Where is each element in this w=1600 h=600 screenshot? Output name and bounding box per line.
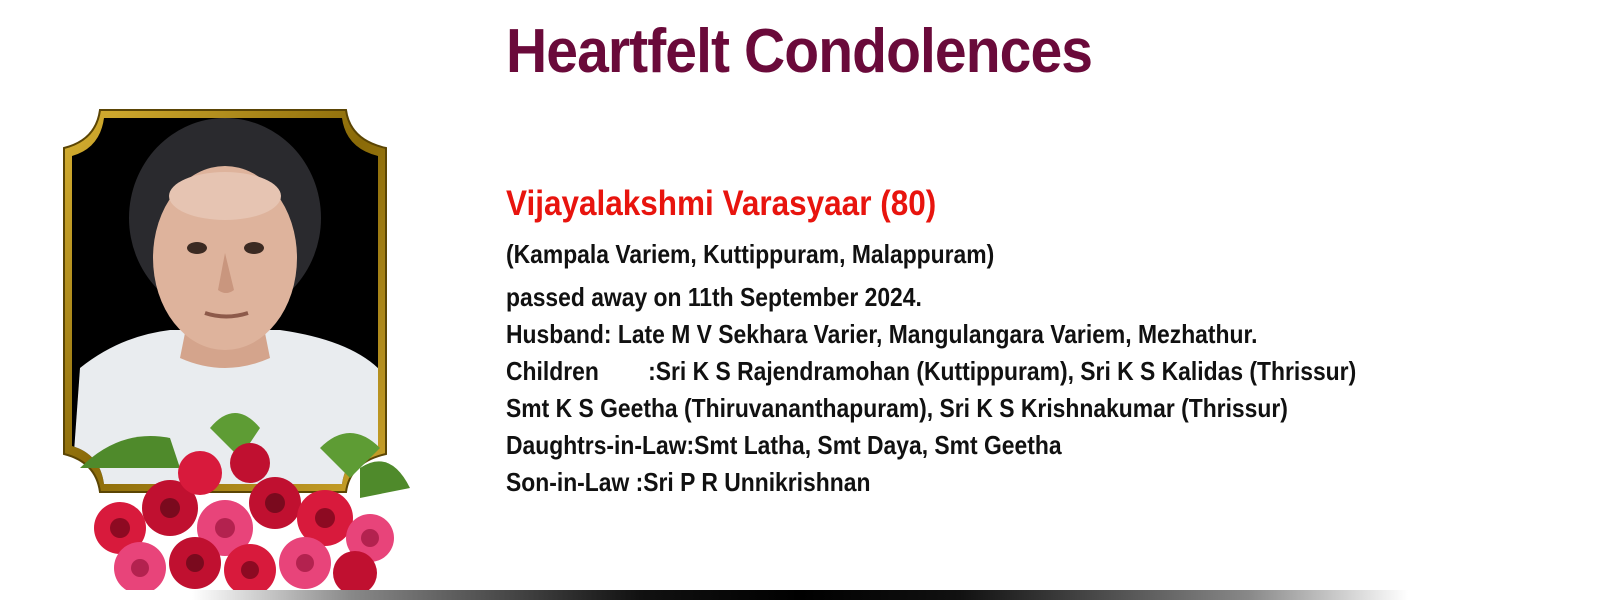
children-line-2: Smt K S Geetha (Thiruvananthapuram), Sri K S Krishnakumar (Thrissur) — [506, 393, 1288, 423]
memorial-photo — [60, 108, 420, 598]
passed-away-date: passed away on 11th September 2024. — [506, 282, 922, 312]
page-title: Heartfelt Condolences — [506, 17, 1093, 86]
son-in-law-line: Son-in-Law :Sri P R Unnikrishnan — [506, 467, 871, 497]
children-names-1: :Sri K S Rajendramohan (Kuttippuram), Sri K S Kalidas (Thrissur) — [648, 356, 1357, 386]
children-label: Children — [506, 356, 599, 386]
husband-line: Husband: Late M V Sekhara Varier, Mangulangara Variem, Mezhathur. — [506, 319, 1258, 349]
deceased-name: Vijayalakshmi Varasyaar (80) — [506, 184, 937, 223]
obituary-details — [506, 184, 1566, 501]
children-line-1 — [506, 353, 1439, 390]
roses-bouquet-icon — [60, 108, 420, 598]
deceased-place: (Kampala Variem, Kuttippuram, Malappuram) — [506, 239, 995, 269]
bottom-divider — [0, 590, 1600, 600]
daughters-in-law-line: Daughtrs-in-Law:Smt Latha, Smt Daya, Smt Geetha — [506, 430, 1062, 460]
